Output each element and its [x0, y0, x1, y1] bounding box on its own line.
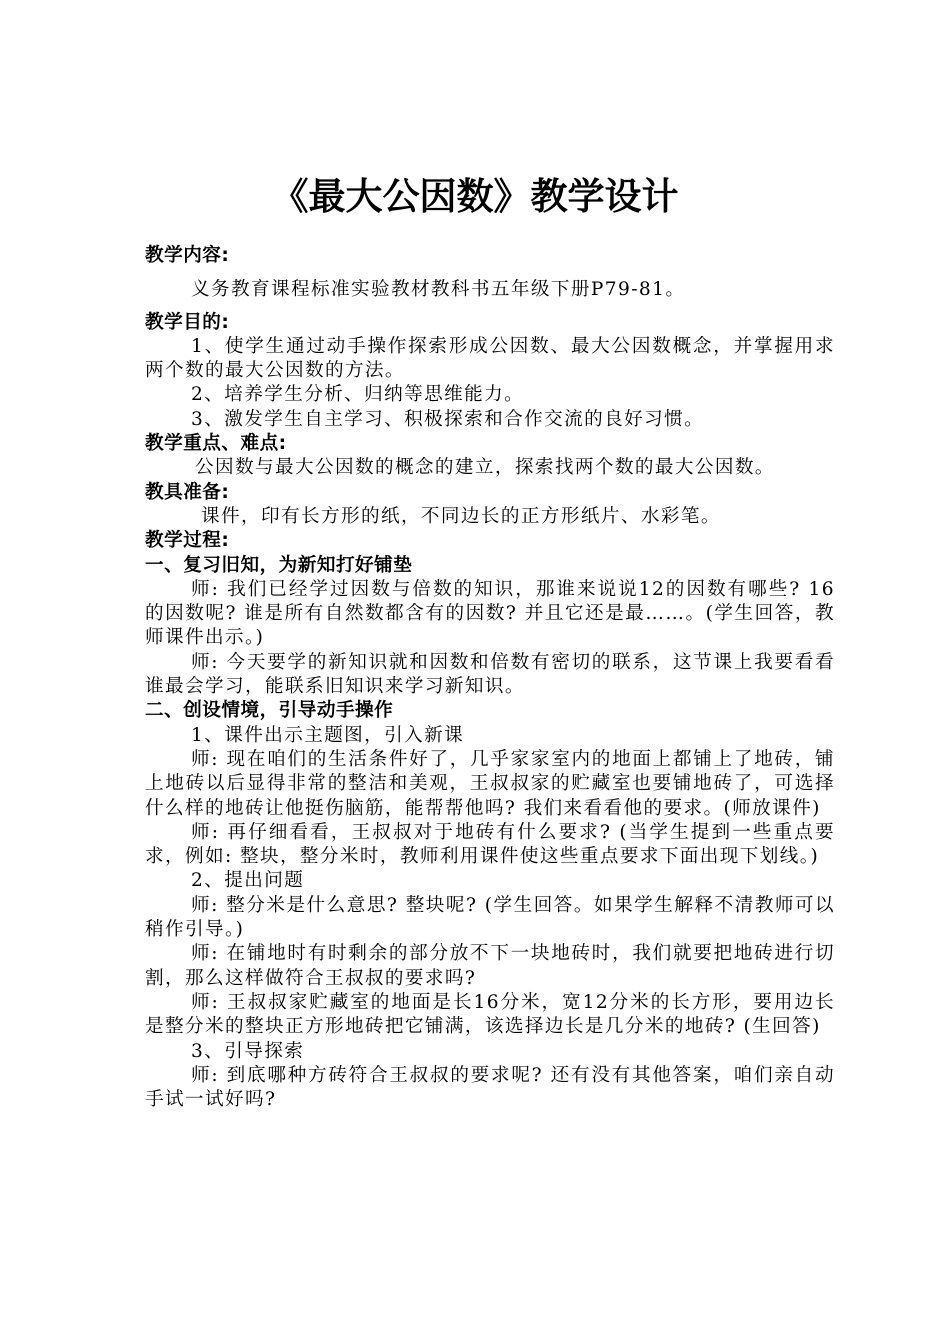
process-paragraph: 师: 今天要学的新知识就和因数和倍数有密切的联系，这节课上我要看看谁最会学习，能联系旧知识来学习新知识。	[145, 651, 835, 698]
content-text: 义务教育课程标准实验教材教科书五年级下册P79-81。	[191, 279, 686, 301]
spacer	[145, 268, 835, 278]
process-paragraph: 师: 再仔细看看，王叔叔对于地砖有什么要求? (当学生提到一些重点要求，例如: 整块，整分米时，教师利用课件使这些重点要求下面出现下划线。)	[145, 821, 835, 868]
key-points-heading: 教学重点、难点:	[145, 433, 287, 455]
process-part2-heading: 二、创设情境，引导动手操作	[145, 700, 394, 722]
process-heading: 教学过程:	[145, 530, 230, 552]
content-heading: 教学内容:	[145, 245, 230, 266]
objective-item: 3、激发学生自主学习、积极探索和合作交流的良好习惯。	[191, 408, 705, 430]
materials-heading: 教具准备:	[145, 481, 230, 503]
key-points-text: 公因数与最大公因数的概念的建立，探索找两个数的最大公因数。	[195, 457, 775, 479]
process-paragraph: 师: 现在咱们的生活条件好了，几乎家家室内的地面上都铺上了地砖，铺上地砖以后显得非常的整洁和美观，王叔叔家的贮藏室也要铺地砖了，可选择什么样的地砖让他挺伤脑筋，能帮帮他吗? 我们来看看他的要求。(师放课件)	[145, 748, 835, 819]
process-paragraph: 3、引导探索	[191, 1040, 305, 1062]
process-part1-heading: 一、复习旧知，为新知打好铺垫	[145, 554, 413, 576]
spacer	[145, 303, 835, 311]
process-paragraph: 师: 到底哪种方砖符合王叔叔的要求呢? 还有没有其他答案，咱们亲自动手试一试好吗?	[145, 1064, 835, 1111]
process-paragraph: 师: 我们已经学过因数与倍数的知识，那谁来说说12的因数有哪些? 16的因数呢? 谁是所有自然数都含有的因数? 并且它还是最……。(学生回答，教师课件出示。)	[145, 578, 835, 649]
process-paragraph: 1、课件出示主题图，引入新课	[191, 724, 465, 746]
objective-item: 2、培养学生分析、归纳等思维能力。	[191, 384, 525, 406]
process-paragraph: 师: 在铺地时有时剩余的部分放不下一块地砖时，我们就要把地砖进行切割，那么这样做符合王叔叔的要求吗?	[145, 943, 835, 989]
objectives-heading: 教学目的:	[145, 311, 230, 333]
materials-text: 课件，印有长方形的纸，不同边长的正方形纸片、水彩笔。	[201, 505, 721, 527]
document-title: 《最大公因数》教学设计	[271, 175, 679, 218]
document-body	[145, 244, 835, 1112]
process-paragraph: 师: 王叔叔家贮藏室的地面是长16分米，宽12分米的长方形，要用边长是整分米的整块正方形地砖把它铺满，该选择边长是几分米的地砖? (生回答)	[145, 991, 835, 1038]
process-paragraph: 2、提出问题	[191, 870, 305, 892]
objective-item: 1、使学生通过动手操作探索形成公因数、最大公因数概念，并掌握用求两个数的最大公因数的方法。	[145, 335, 835, 382]
process-paragraph: 师: 整分米是什么意思? 整块呢? (学生回答。如果学生解释不清教师可以稍作引导。)	[145, 894, 835, 941]
